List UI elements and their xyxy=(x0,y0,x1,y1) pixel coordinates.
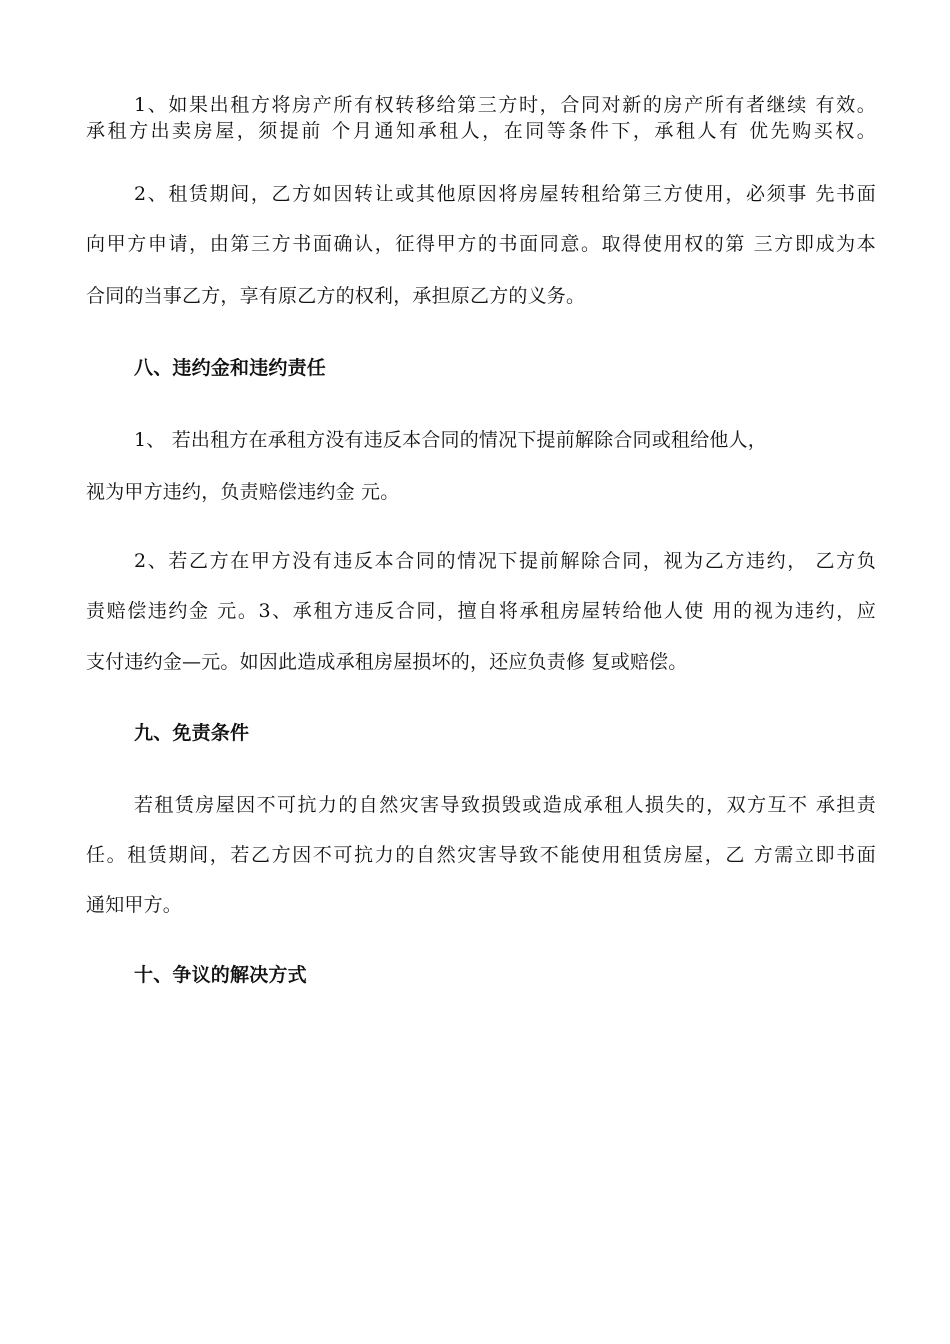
paragraph-line: 承租方出卖房屋，须提前 个月通知承租人，在同等条件下，承租人有 优先购买权。 xyxy=(86,120,876,142)
paragraph-line: 任。租赁期间，若乙方因不可抗力的自然灾害导致不能使用租赁房屋，乙 方需立即书面 xyxy=(86,844,876,866)
paragraph-line: 支付违约金—元。如因此造成承租房屋损坏的，还应负责修 复或赔偿。 xyxy=(86,651,688,673)
section-heading: 九、免责条件 xyxy=(134,722,250,744)
paragraph-line: 通知甲方。 xyxy=(86,894,183,916)
paragraph-line: 视为甲方违约，负责赔偿违约金 元。 xyxy=(86,481,400,503)
paragraph-line: 1、 若出租方在承租方没有违反本合同的情况下提前解除合同或租给他人， xyxy=(134,429,767,451)
paragraph-line: 2、若乙方在甲方没有违反本合同的情况下提前解除合同，视为乙方违约， 乙方负 xyxy=(134,550,876,572)
paragraph-line: 2、租赁期间，乙方如因转让或其他原因将房屋转租给第三方使用，必须事 先书面 xyxy=(134,183,876,205)
paragraph-line: 责赔偿违约金 元。3、承租方违反合同，擅自将承租房屋转给他人使 用的视为违约，应 xyxy=(86,600,876,622)
paragraph-line: 1、如果出租方将房产所有权转移给第三方时，合同对新的房产所有者继续 有效。 xyxy=(134,94,876,116)
paragraph-line: 若租赁房屋因不可抗力的自然灾害导致损毁或造成承租人损失的，双方互不 承担责 xyxy=(134,794,876,816)
paragraph-line: 向甲方申请，由第三方书面确认，征得甲方的书面同意。取得使用权的第 三方即成为本 xyxy=(86,233,876,255)
paragraph-line: 合同的当事乙方，享有原乙方的权利，承担原乙方的义务。 xyxy=(86,285,586,307)
section-heading: 八、违约金和违约责任 xyxy=(134,357,327,379)
section-heading: 十、争议的解决方式 xyxy=(134,964,307,986)
